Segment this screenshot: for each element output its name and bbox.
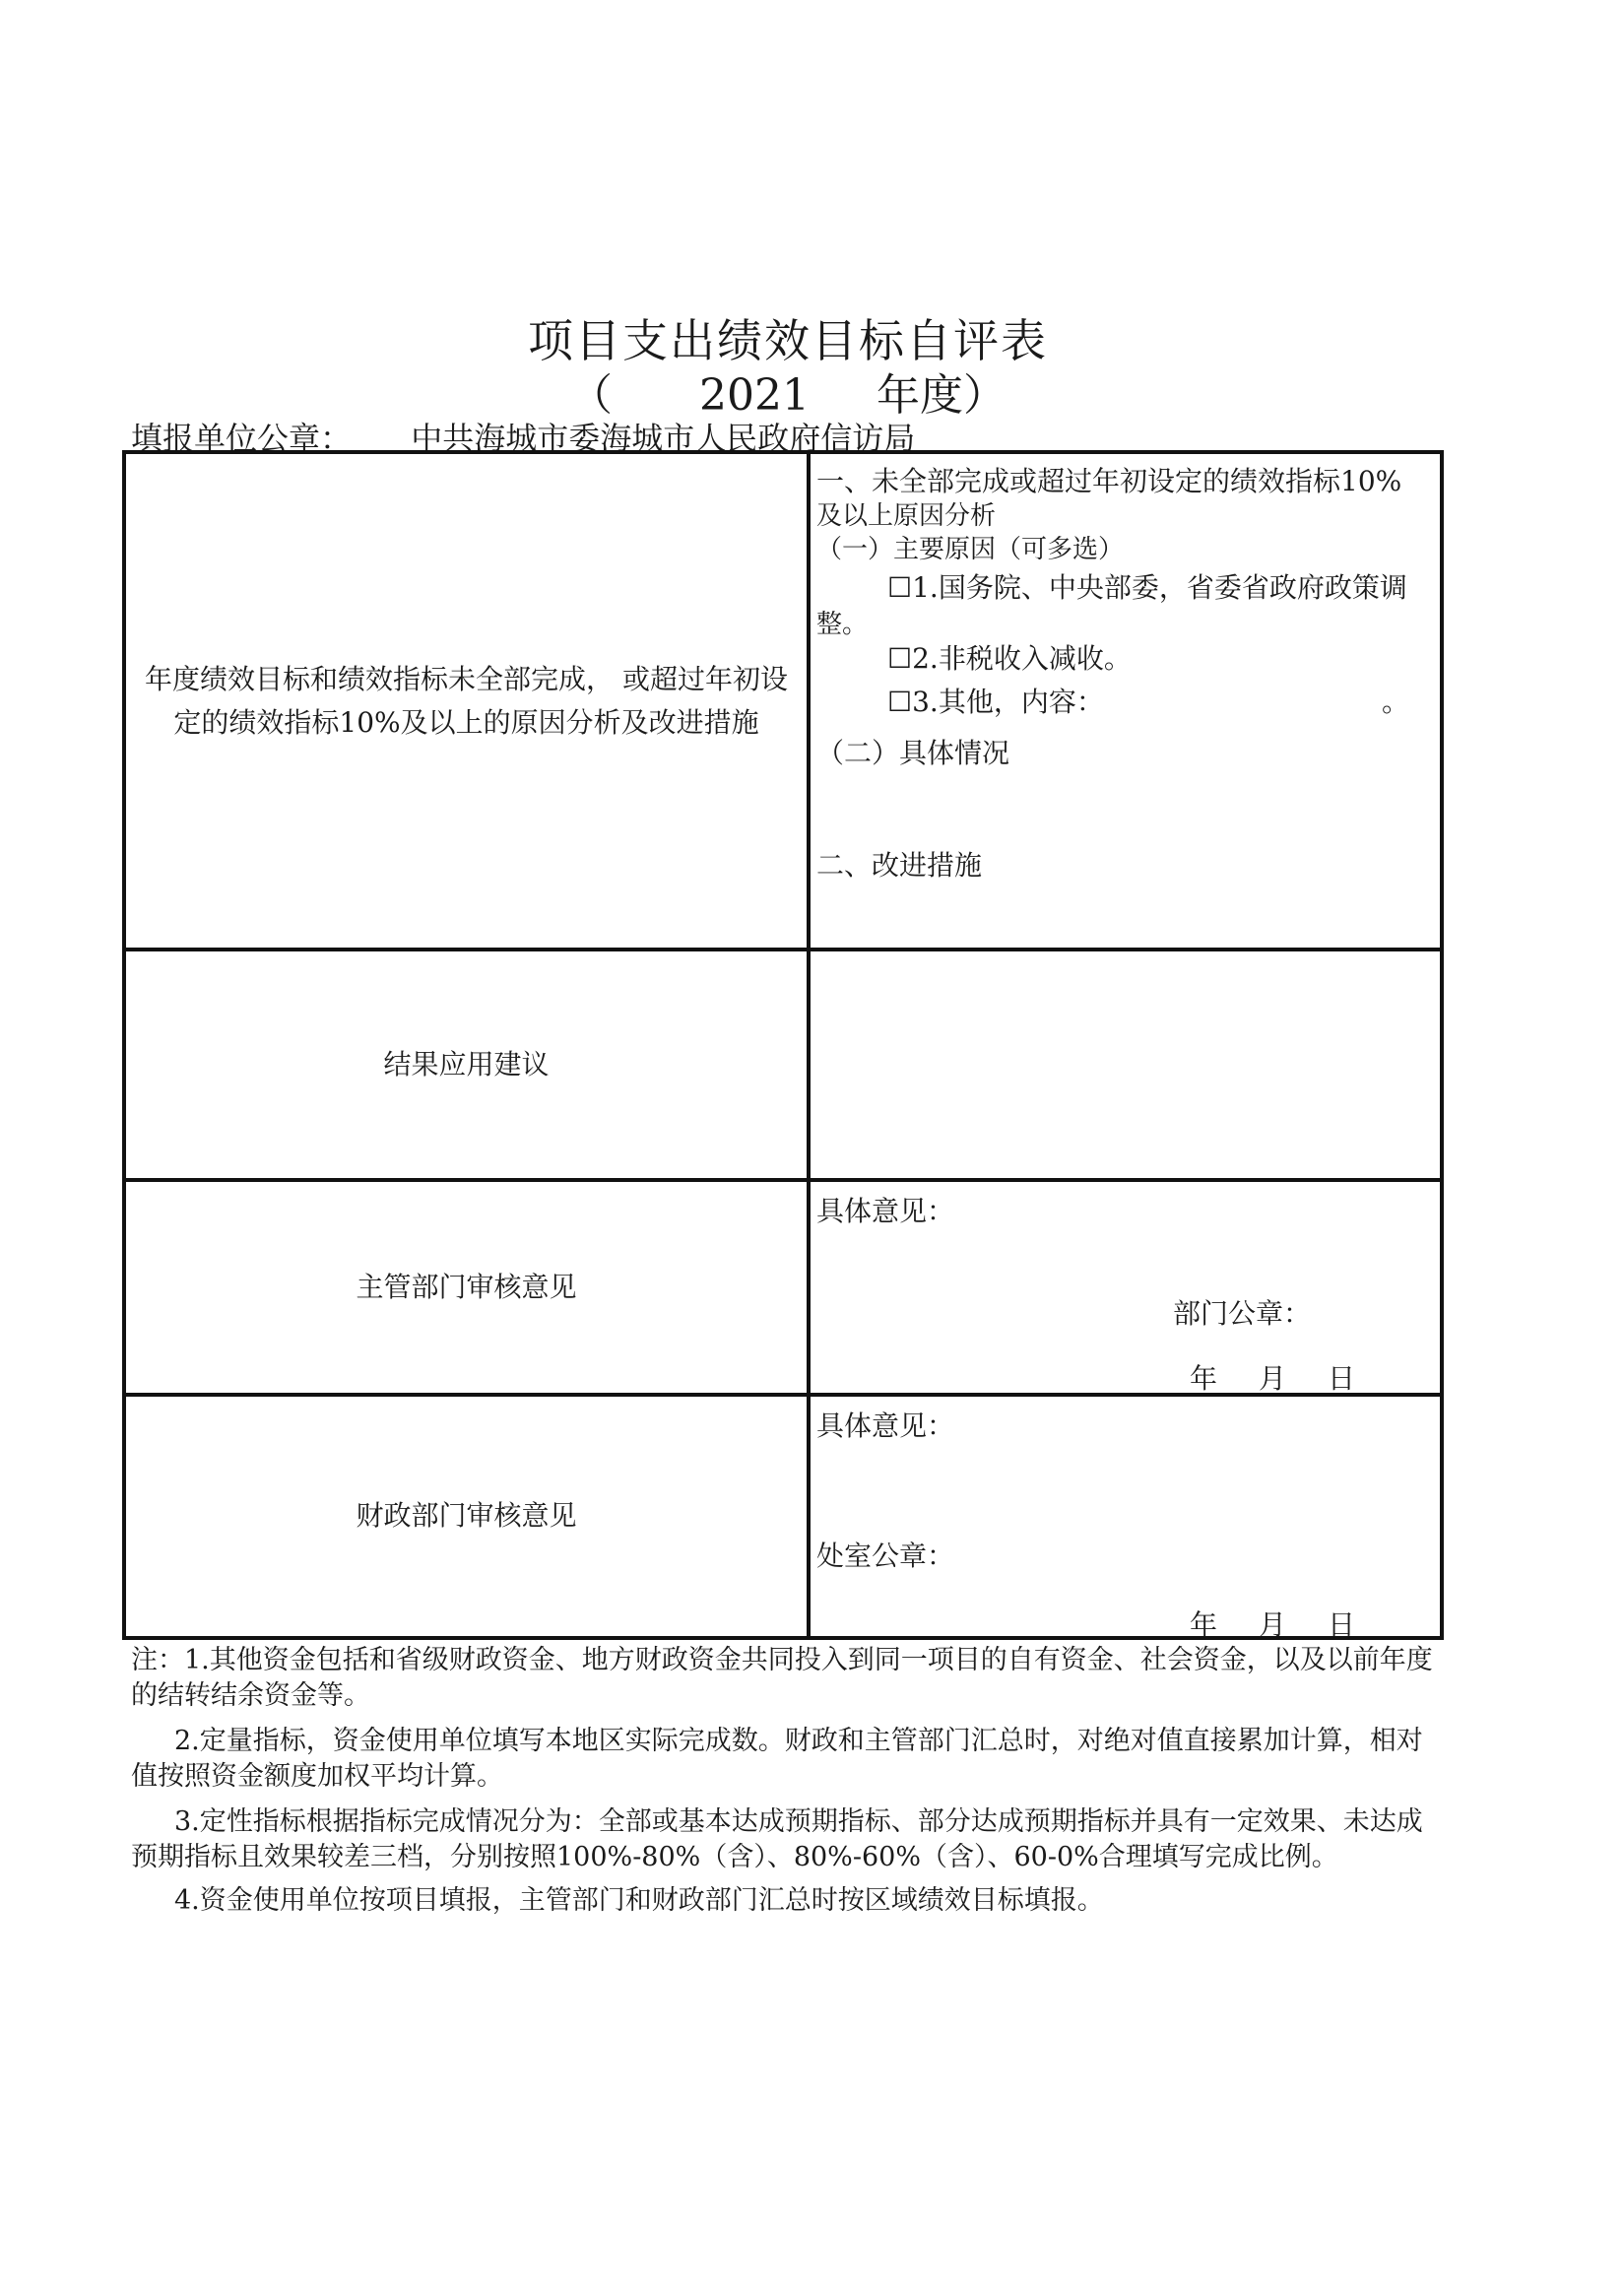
analysis-label: 年度绩效目标和绩效指标未全部完成， 或超过年初设定的绩效指标10%及以上的原因分析及改进措施 — [145, 662, 788, 739]
dept-date-month: 月 — [1259, 1362, 1287, 1396]
finance-review-label-cell — [124, 1395, 809, 1638]
evaluation-table — [122, 450, 1444, 1640]
sub1-heading: （一）主要原因（可多选） — [816, 535, 1125, 564]
option2: ☐2.非税收入减收。 — [887, 642, 1132, 675]
option3-end: 。 — [1382, 686, 1410, 718]
section1-line1: 一、未全部完成或超过年初设定的绩效指标10% — [816, 465, 1402, 497]
option3: ☐3.其他，内容： — [887, 686, 1104, 718]
analysis-label-cell — [124, 452, 809, 950]
year-suffix: 年度） — [876, 370, 1007, 421]
finance-review-content-cell — [809, 1395, 1442, 1641]
note-2: 2.定量指标，资金使用单位填写本地区实际完成数。财政和主管部门汇总时，对绝对值直接累加计算，相对值按照资金额度加权平均计算。 — [131, 1726, 1423, 1792]
note-1: 注：1.其他资金包括和省级财政资金、地方财政资金共同投入到同一项目的自有资金、社会资金，以及以前年度的结转结余资金等。 — [131, 1645, 1433, 1711]
section2-heading: 二、改进措施 — [816, 849, 983, 882]
page-title: 项目支出绩效目标自评表 — [528, 314, 1048, 367]
dept-review-row — [124, 1180, 1442, 1394]
analysis-content-cell — [809, 452, 1442, 950]
sub2-heading: （二）具体情况 — [816, 737, 1010, 769]
unit-name: 中共海城市委海城市人民政府信访局 — [411, 420, 916, 457]
dept-seal-label: 部门公章： — [1173, 1297, 1312, 1331]
finance-review-label: 财政部门审核意见 — [356, 1499, 577, 1533]
dept-date-year: 年 — [1190, 1362, 1218, 1396]
finance-seal-label: 处室公章： — [816, 1539, 955, 1572]
finance-date-month: 月 — [1259, 1607, 1287, 1641]
dept-review-content-cell — [809, 1180, 1442, 1394]
dept-opinion-label: 具体意见： — [816, 1195, 955, 1228]
suggestion-content-cell — [809, 950, 1442, 1180]
notes — [131, 1643, 1441, 1919]
finance-date-year: 年 — [1190, 1607, 1218, 1641]
finance-opinion-label: 具体意见： — [816, 1409, 955, 1442]
option1-line1: ☐1.国务院、中央部委，省委省政府政策调 — [887, 571, 1407, 604]
note-4: 4.资金使用单位按项目填报，主管部门和财政部门汇总时按区域绩效目标填报。 — [174, 1885, 1104, 1916]
year-open-paren: （ — [569, 370, 613, 421]
note-3: 3.定性指标根据指标完成情况分为：全部或基本达成预期指标、部分达成预期指标并具有一定效果、未达成预期指标且效果较差三档，分别按照100%-80%（含）、80%-60%（含）、60-0%合理填写完成比例。 — [131, 1806, 1423, 1872]
report-year: 2021 — [699, 370, 810, 421]
analysis-row — [124, 452, 1442, 950]
dept-date-day: 日 — [1328, 1362, 1356, 1396]
dept-review-label-cell — [124, 1180, 809, 1394]
option1-line2: 整。 — [816, 610, 869, 639]
unit-label: 填报单位公章： — [131, 420, 353, 457]
suggestion-row — [124, 950, 1442, 1180]
dept-review-label: 主管部门审核意见 — [356, 1270, 577, 1303]
finance-review-row — [124, 1395, 1442, 1638]
suggestion-label: 结果应用建议 — [383, 1048, 550, 1081]
suggestion-label-cell — [124, 950, 809, 1180]
finance-date-day: 日 — [1328, 1607, 1356, 1641]
section1-line2: 及以上原因分析 — [816, 501, 997, 531]
